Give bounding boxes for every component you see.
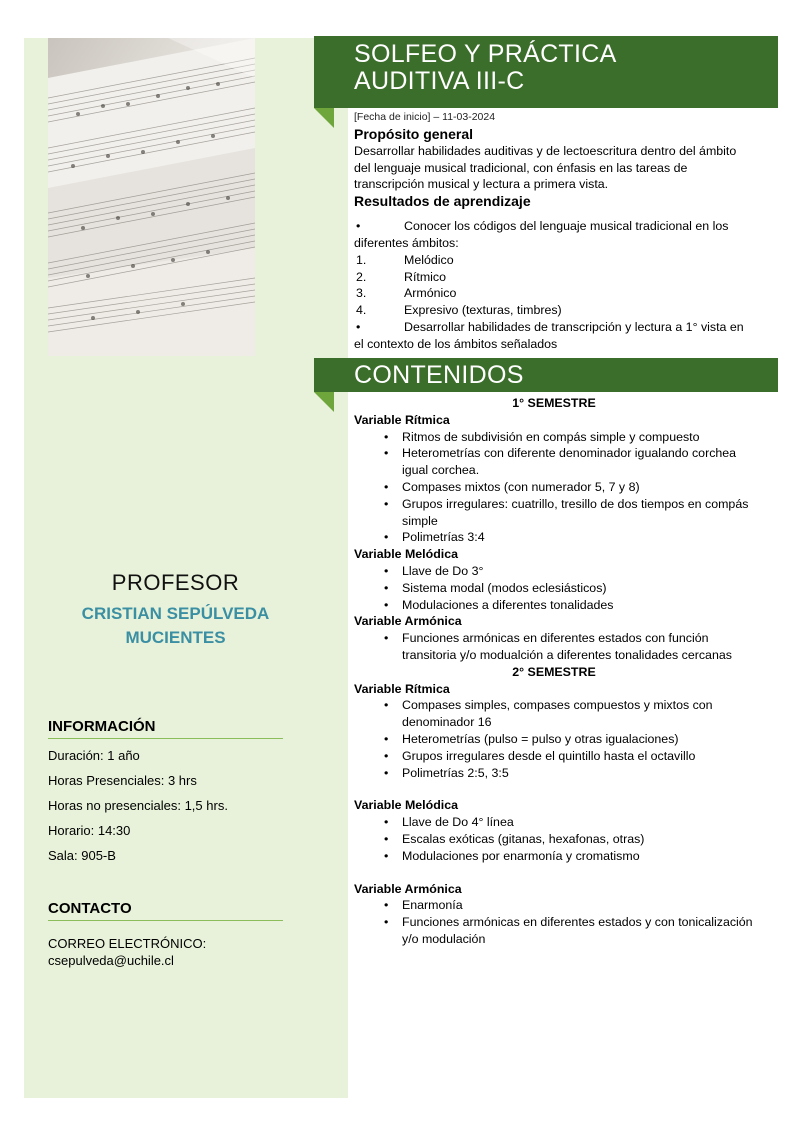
variable-heading: Variable Rítmica bbox=[354, 412, 450, 427]
contacto-section bbox=[48, 900, 283, 969]
profesor-block bbox=[48, 570, 303, 650]
proposito-text: Desarrollar habilidades auditivas y de lectoescritura dentro del ámbito del lenguaje musical tradicional, con énfasis en las tareas de transcripción musical y lectura a primera vista. bbox=[354, 143, 737, 192]
proposito-heading: Propósito general bbox=[354, 125, 474, 142]
course-overview bbox=[354, 109, 754, 353]
list-item: • Heterometrías (pulso = pulso y otras igualaciones) bbox=[354, 731, 754, 748]
profesor-label: PROFESOR bbox=[111, 570, 240, 595]
resultado-numbered-item: 2. Rítmico bbox=[356, 269, 446, 284]
list-item: • Polimetrías 3:4 bbox=[354, 529, 754, 546]
list-item: • Polimetrías 2:5, 3:5 bbox=[354, 765, 754, 782]
informacion-heading: INFORMACIÓN bbox=[48, 718, 283, 739]
info-line: Horario: 14:30 bbox=[48, 823, 131, 838]
contacto-heading: CONTACTO bbox=[48, 900, 283, 921]
info-line: Sala: 905-B bbox=[48, 848, 116, 863]
resultado-numbered-item: 3. Armónico bbox=[356, 286, 457, 301]
list-item: • Enarmonía bbox=[354, 897, 754, 914]
info-line: Horas no presenciales: 1,5 hrs. bbox=[48, 798, 228, 813]
course-title: SOLFEO Y PRÁCTICA AUDITIVA III-C bbox=[354, 40, 617, 95]
bullet-list bbox=[354, 563, 754, 613]
list-item: • Modulaciones a diferentes tonalidades bbox=[354, 597, 754, 614]
banner-fold bbox=[314, 392, 334, 412]
list-item: • Grupos irregulares: cuatrillo, tresillo de dos tiempos en compás simple bbox=[354, 496, 754, 530]
variable-heading: Variable Melódica bbox=[354, 798, 458, 813]
variable-heading: Variable Armónica bbox=[354, 614, 462, 629]
bullet-list bbox=[354, 814, 754, 864]
list-item: • Grupos irregulares desde el quintillo hasta el octavillo bbox=[354, 748, 754, 765]
list-item: • Escalas exóticas (gitanas, hexafonas, otras) bbox=[354, 831, 754, 848]
sheet-music-photo bbox=[48, 38, 255, 356]
resultados-heading: Resultados de aprendizaje bbox=[354, 193, 531, 210]
list-item: • Funciones armónicas en diferentes estados con función transitoria y/o modualción a diferentes tonalidades cercanas bbox=[354, 630, 754, 664]
resultado-numbered-item: 1. Melódico bbox=[356, 252, 454, 267]
semestre-label: 2° SEMESTRE bbox=[512, 664, 596, 679]
list-item: • Ritmos de subdivisión en compás simple y compuesto bbox=[354, 429, 754, 446]
info-line: Horas Presenciales: 3 hrs bbox=[48, 773, 197, 788]
list-item: • Llave de Do 3° bbox=[354, 563, 754, 580]
bullet-list bbox=[354, 630, 754, 664]
banner-fold bbox=[314, 108, 334, 128]
list-item: • Compases mixtos (con numerador 5, 7 y 8) bbox=[354, 479, 754, 496]
start-date: [Fecha de inicio] – 11-03-2024 bbox=[354, 111, 496, 123]
bullet-list bbox=[354, 697, 754, 781]
list-item: • Compases simples, compases compuestos y mixtos con denominador 16 bbox=[354, 697, 754, 731]
variable-heading: Variable Armónica bbox=[354, 881, 462, 896]
informacion-section bbox=[48, 718, 283, 864]
resultado-bullet: • Conocer los códigos del lenguaje musical tradicional en los diferentes ámbitos: bbox=[354, 219, 729, 250]
info-line: Duración: 1 año bbox=[48, 748, 140, 763]
list-item: • Heterometrías con diferente denominador igualando corchea igual corchea. bbox=[354, 445, 754, 479]
bullet-list bbox=[354, 429, 754, 547]
semestre-label: 1° SEMESTRE bbox=[512, 396, 596, 410]
contenidos-heading: CONTENIDOS bbox=[354, 361, 524, 389]
list-item: • Sistema modal (modos eclesiásticos) bbox=[354, 580, 754, 597]
list-item: • Modulaciones por enarmonía y cromatismo bbox=[354, 848, 754, 865]
profesor-name: CRISTIAN SEPÚLVEDA MUCIENTES bbox=[81, 604, 270, 647]
contenidos-banner bbox=[314, 358, 778, 392]
contenidos-section bbox=[354, 395, 754, 948]
email-address[interactable]: csepulveda@uchile.cl bbox=[48, 953, 174, 968]
list-item: • Llave de Do 4° línea bbox=[354, 814, 754, 831]
resultado-numbered-item: 4. Expresivo (texturas, timbres) bbox=[356, 303, 562, 318]
bullet-list bbox=[354, 897, 754, 947]
variable-heading: Variable Melódica bbox=[354, 547, 458, 562]
variable-heading: Variable Rítmica bbox=[354, 681, 450, 696]
title-banner bbox=[314, 36, 778, 108]
email-label: CORREO ELECTRÓNICO: bbox=[48, 936, 207, 951]
list-item: • Funciones armónicas en diferentes estados y con tonicalización y/o modulación bbox=[354, 914, 754, 948]
resultado-bullet: • Desarrollar habilidades de transcripción y lectura a 1° vista en el contexto de los ámbitos señalados bbox=[354, 319, 744, 351]
